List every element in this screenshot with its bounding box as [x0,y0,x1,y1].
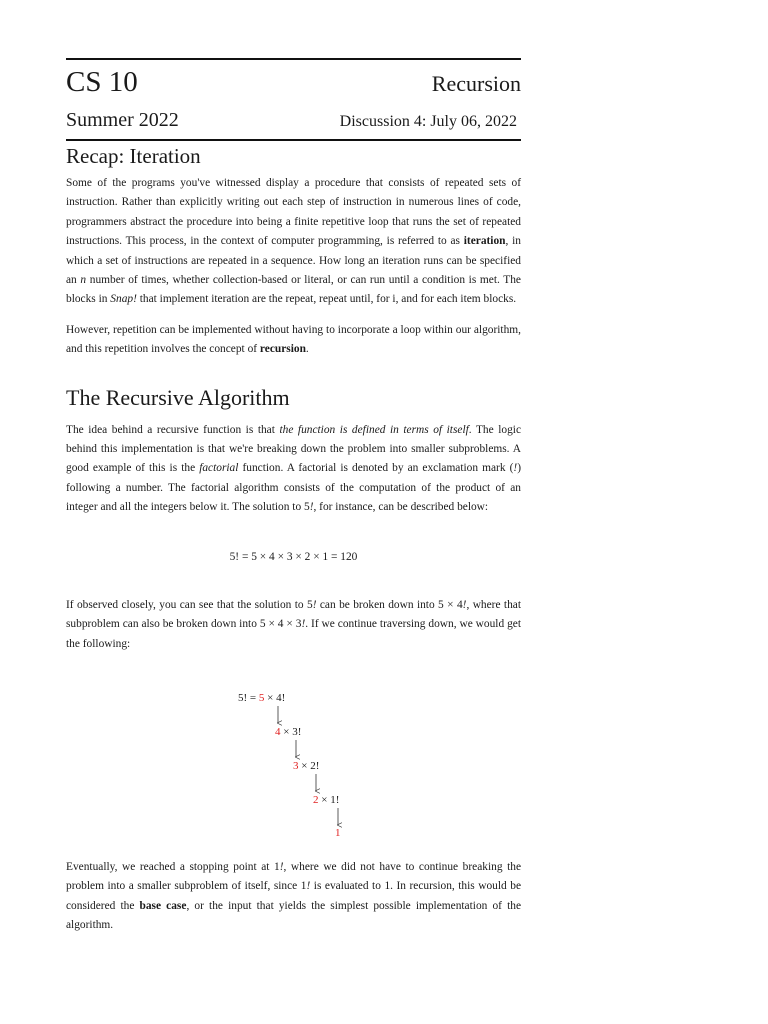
breakdown-step-5: 1 [335,827,341,839]
section-heading-recap: Recap: Iteration [66,144,201,168]
recap-paragraph-1: Some of the programs you've witnessed display a procedure that consists of repeated sets of instruction. Rather than explicitly writing out each step of instruction in numerous lines of code, programmers abstract the procedure into being a finite repetitive loop that runs the set of repeated instructions. This process, in the context of computer programming, is referred to as iteration, in which a set of instructions are repeated in a sequence. How long an iteration runs can be specified an n number of times, whether collection-based or literal, or can run until a condition is met. The blocks in Snap! that implement iteration are the repeat, repeat until, for i, and for each item blocks. [66,177,521,306]
algorithm-paragraph-3: Eventually, we reached a stopping point at 1!, where we did not have to continue breaking the problem into a smaller subproblem of itself, since 1! is evaluated to 1. In recursion, this would be considered the base case, or the input that yields the simplest possible implementation of the algorithm. [66,861,522,932]
factorial-equation: 5! = 5 × 4 × 3 × 2 × 1 = 120 [229,550,358,563]
topic-title: Recursion [431,71,521,96]
factorial-breakdown-diagram [238,690,378,840]
discussion-label: Discussion 4: July 06, 2022 [339,113,517,130]
subtitle-row [66,109,521,132]
term-base-case: base case [139,899,187,912]
breakdown-step-2: 4 × 3! [275,726,302,738]
breakdown-step-1: 5! = 5 × 4! [238,692,286,704]
snap-name: Snap! [110,293,137,306]
course-title: CS 10 [66,66,138,98]
title-row [66,68,521,98]
breakdown-step-4: 2 × 1! [313,794,340,806]
breakdown-step-3: 3 × 2! [293,760,320,772]
algorithm-paragraph-2: If observed closely, you can see that the solution to 5! can be broken down into 5 × 4!, where that subproblem can also be broken down into 5 × 4 × 3!. If we continue traversing down, we would get the following: [66,598,521,650]
header-rule [66,139,521,141]
term-iteration: iteration [463,235,506,248]
recap-paragraph-2: However, repetition can be implemented without having to incorporate a loop within our algorithm, and this repetition involves the concept of recursion. [66,323,521,356]
document-page [66,58,521,654]
algorithm-paragraph-1: The idea behind a recursive function is that the function is defined in terms of itself. The logic behind this implementation is that we're breaking down the problem into smaller subproblems. A good example of this is the factorial function. A factorial is denoted by an exclamation mark (!) following a number. The factorial algorithm consists of the computation of the product of an integer and all the integers below it. The solution to 5!, for instance, can be described below: [66,423,522,514]
term-label: Summer 2022 [66,109,179,131]
section-heading-algorithm: The Recursive Algorithm [66,384,290,410]
term-recursion: recursion [259,343,306,356]
top-rule [66,58,521,60]
